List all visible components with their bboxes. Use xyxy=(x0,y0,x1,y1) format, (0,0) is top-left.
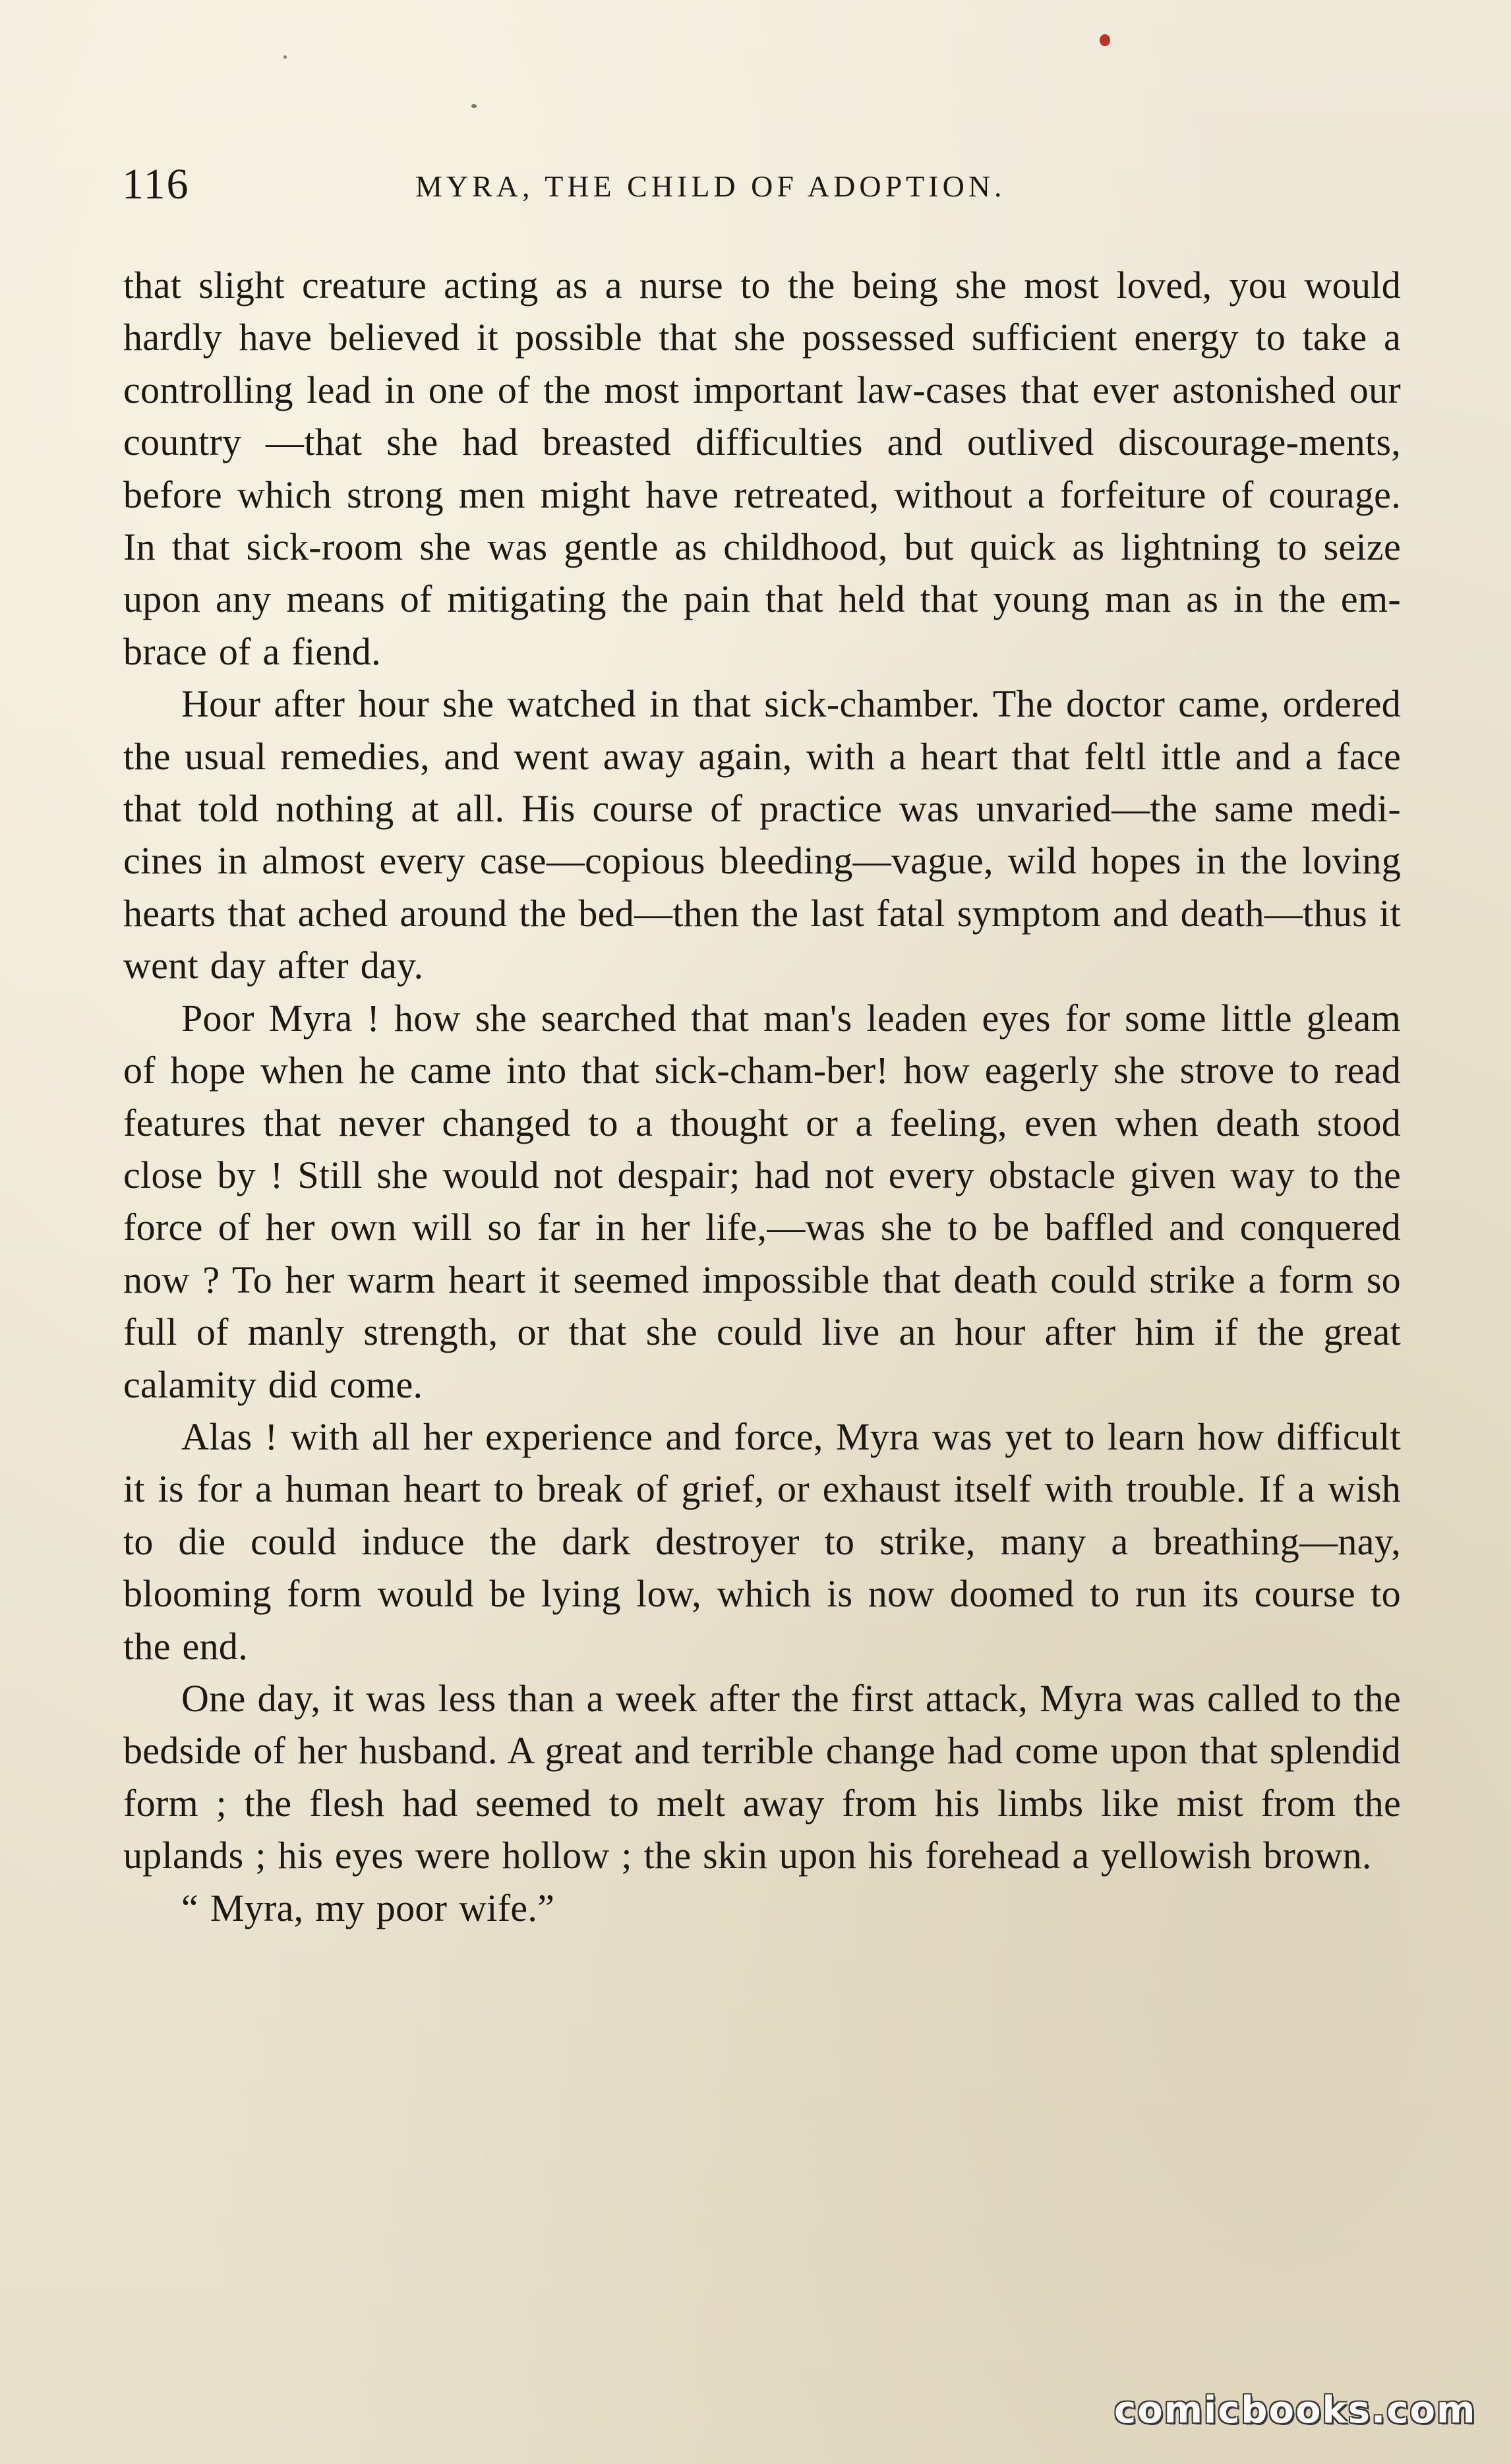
site-watermark: comicbooks.com xyxy=(1114,2389,1477,2432)
book-title: MYRA, THE CHILD OF ADOPTION. xyxy=(415,169,1006,203)
paper-speck xyxy=(283,55,287,59)
paragraph: One day, it was less than a week after the first attack, Myra was called to the bedside of her husband. A great and terrible change had come upon that splendid form ; the flesh had seemed to melt away from his limbs like mist from the uplands ; his eyes were hollow ; the skin upon his forehead a yellowish brown. xyxy=(123,1676,1401,1877)
paragraph: Hour after hour she watched in that sick-chamber. The doctor came, ordered the usual remedies, and went away again, with a heart that feltl ittle and a face that told nothing at all. His course of practice was unvaried—the same medi-cines in almost every case—copious bleeding—vague, wild hopes in the loving hearts that ached around the bed—then the last fatal symptom and death—thus it went day after day. xyxy=(123,682,1401,987)
body-text xyxy=(123,259,1401,1934)
dialogue-line: “ Myra, my poor wife.” xyxy=(181,1886,555,1929)
paper-speck xyxy=(1100,34,1110,46)
paragraph: Alas ! with all her experience and force, Myra was yet to learn how difficult it is for a human heart to break of grief, or exhaust itself with trouble. If a wish to die could induce the dark destroyer to strike, many a breathing—nay, blooming form would be lying low, which is now doomed to run its course to the end. xyxy=(123,1415,1401,1668)
paragraph: Poor Myra ! how she searched that man's leaden eyes for some little gleam of hope when he came into that sick-cham-ber! how eagerly she strove to read features that never changed to a thought or a feeling, even when death stood close by ! Still she would not despair; had not every obstacle given way to the force of her own will so far in her life,—was she to be baffled and conquered now ? To her warm heart it seemed impossible that death could strike a form so full of manly strength, or that she could live an hour after him if the great calamity did come. xyxy=(123,996,1401,1406)
paper-speck xyxy=(471,104,477,108)
paragraph-continued: that slight creature acting as a nurse to the being she most loved, you would hardly have believed it possible that she possessed sufficient energy to take a controlling lead in one of the most important law-cases that ever astonished our country —that she had breasted difficulties and outlived discourage-ments, before which strong men might have retreated, without a forfeiture of courage. In that sick-room she was gentle as childhood, but quick as lightning to seize upon any means of mitigating the pain that held that young man as in the em-brace of a fiend. xyxy=(123,264,1401,673)
page-number: 116 xyxy=(122,160,190,208)
running-head xyxy=(122,155,1398,214)
